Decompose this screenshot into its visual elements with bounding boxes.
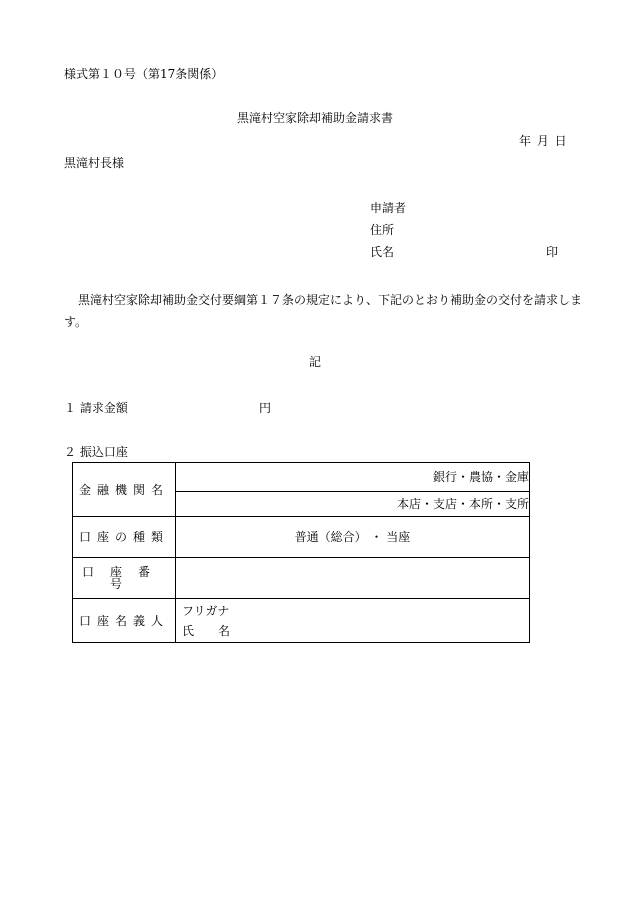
- transfer-account-label: ２ 振込口座: [64, 445, 128, 459]
- account-number-label-cell: [73, 558, 176, 599]
- institution-label: 金融機関名: [78, 482, 169, 497]
- branch-type-field[interactable]: [176, 492, 530, 517]
- seal-mark: 印: [546, 245, 559, 259]
- addressee: 黒滝村長様: [64, 156, 125, 170]
- name-label: 氏名: [370, 245, 395, 259]
- holder-label-cell: [73, 599, 176, 643]
- branch-types: 本店・支店・本所・支所: [396, 497, 529, 511]
- bank-account-table: [72, 462, 530, 643]
- applicant-label: 申請者: [370, 201, 407, 215]
- document-title: 黒滝村空家除却補助金請求書: [236, 111, 393, 125]
- holder-name-label: 氏 名: [182, 623, 231, 638]
- ki-heading: 記: [308, 355, 321, 369]
- account-type-label-cell: [73, 517, 176, 558]
- requested-amount-label: １ 請求金額: [64, 401, 128, 415]
- request-body-text: 黒滝村空家除却補助金交付要綱第１７条の規定により、下記のとおり補助金の交付を請求します。: [64, 293, 583, 329]
- account-type-options: 普通（総合） ・ 当座: [294, 530, 411, 544]
- holder-field[interactable]: [176, 599, 530, 643]
- form-number: 様式第１０号（第17条関係）: [64, 67, 224, 81]
- account-number-field[interactable]: [176, 558, 530, 599]
- institution-types: 銀行・農協・金庫: [432, 470, 529, 484]
- yen-unit: 円: [259, 401, 272, 415]
- date-line: 年 月 日: [519, 134, 567, 148]
- holder-label: 口座名義人: [78, 613, 169, 628]
- furigana-label: フリガナ: [182, 603, 230, 618]
- institution-type-field[interactable]: [176, 463, 530, 492]
- account-type-field[interactable]: [176, 517, 530, 558]
- account-type-label: 口座の種類: [78, 530, 169, 544]
- account-number-label: 口座番号: [81, 565, 166, 591]
- institution-label-cell: [73, 463, 176, 517]
- address-label: 住所: [370, 223, 395, 237]
